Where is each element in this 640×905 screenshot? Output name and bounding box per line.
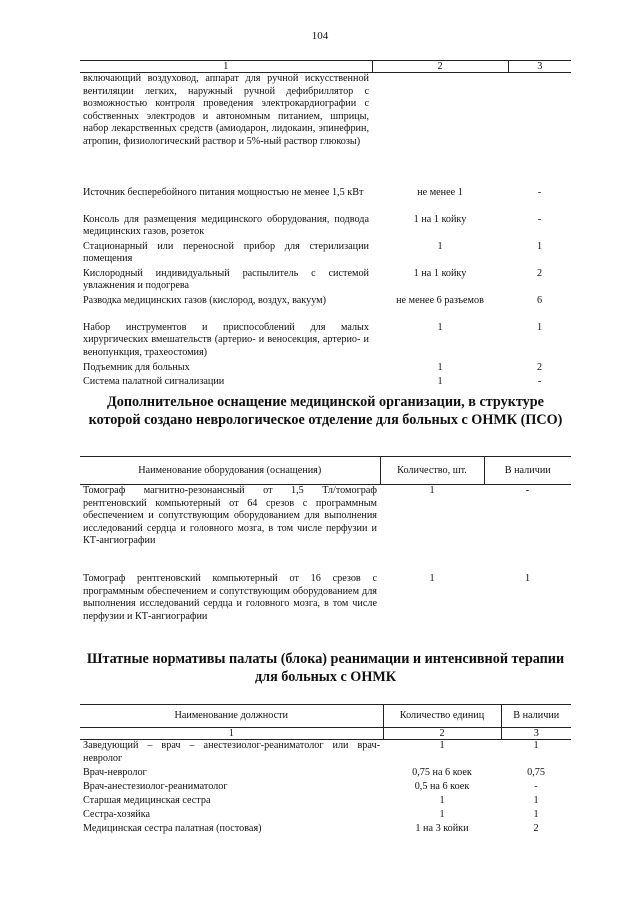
position-name: Сестра-хозяйка <box>83 808 151 820</box>
position-avail: 2 <box>533 822 539 834</box>
equipment-name: Разводка медицинских газов (кислород, воздух, вакуум) <box>83 294 327 306</box>
equipment-avail: 6 <box>536 294 543 306</box>
table-header-row <box>80 457 571 485</box>
equipment-avail: - <box>525 485 530 496</box>
equipment-qty: не менее 1 <box>417 186 463 198</box>
equipment-qty <box>372 73 508 187</box>
header-cell: 2 <box>372 61 508 73</box>
equipment-avail <box>508 73 571 187</box>
header-cell: В наличии <box>484 457 571 485</box>
column-number: 3 <box>501 728 571 740</box>
table-row <box>80 214 571 241</box>
page-number: 104 <box>311 30 329 42</box>
table-row <box>80 485 571 574</box>
equipment-avail: 1 <box>536 240 543 252</box>
position-avail: - <box>534 780 538 792</box>
position-qty: 1 <box>439 794 445 806</box>
equipment-name: Кислородный индивидуальный распылитель с системой увлажнения и подогрева <box>83 267 369 292</box>
column-number: 2 <box>383 728 501 740</box>
equipment-qty: 1 <box>437 375 443 387</box>
equipment-name: Подъемник для больных <box>83 361 190 373</box>
equipment-table-continued <box>80 60 571 390</box>
header-cell: В наличии <box>501 705 571 728</box>
equipment-qty: 1 <box>429 573 435 584</box>
additional-equipment-table <box>80 456 571 623</box>
table-header-row <box>80 61 571 73</box>
position-qty: 0,75 на 6 коек <box>412 766 472 778</box>
table-row <box>80 295 571 322</box>
header-cell: Количество, шт. <box>380 457 484 485</box>
table-row <box>80 573 571 623</box>
position-avail: 1 <box>533 808 539 820</box>
position-name: Врач-анестезиолог-реаниматолог <box>83 780 228 792</box>
header-cell: 1 <box>80 61 372 73</box>
table-row <box>80 767 571 781</box>
header-cell: 3 <box>508 61 571 73</box>
table-row <box>80 187 571 214</box>
column-number: 1 <box>80 728 383 740</box>
position-qty: 1 <box>439 740 445 751</box>
header-cell: Наименование должности <box>80 705 383 728</box>
position-avail: 1 <box>533 740 539 751</box>
equipment-qty: 1 на 1 койку <box>413 267 467 279</box>
position-qty: 0,5 на 6 коек <box>414 780 470 792</box>
equipment-name: Консоль для размещения медицинского оборудования, подвода медицинских газов, розеток <box>83 213 369 238</box>
equipment-avail: 1 <box>524 573 531 584</box>
table-row <box>80 823 571 837</box>
equipment-avail: 2 <box>536 267 543 279</box>
position-qty: 1 <box>439 808 445 820</box>
position-name: Врач-невролог <box>83 766 147 778</box>
position-avail: 1 <box>533 794 539 806</box>
section-heading-equipment: Дополнительное оснащение медицинской организации, в структуре которой создано неврологическое отделение для больных с ОНМК (ПСО) <box>88 394 563 428</box>
equipment-name: Источник бесперебойного питания мощностью не менее 1,5 кВт <box>83 186 364 198</box>
table-header-row <box>80 705 571 728</box>
header-cell: Количество единиц <box>383 705 501 728</box>
equipment-name: Система палатной сигнализации <box>83 375 225 387</box>
equipment-avail: - <box>537 186 542 198</box>
table-row <box>80 781 571 795</box>
position-name: Заведующий – врач – анестезиолог-реаниматолог или врач-невролог <box>83 740 380 764</box>
table-row <box>80 362 571 376</box>
header-cell: Наименование оборудования (оснащения) <box>80 457 380 485</box>
column-number-row <box>80 728 571 740</box>
equipment-name: включающий воздуховод, аппарат для ручной искусственной вентиляции легких, наружный ручной дефибриллятор с возможностью контроля проведения электрокардиографии с собственных электродов и автономным питанием, шприцы, набор лекарственных средств (амиодарон, лидокаин, эпинефрин, атропин, физиологический раствор и 5%-ный раствор глюкозы) <box>83 73 369 147</box>
table-row <box>80 740 571 767</box>
equipment-name: Стационарный или переносной прибор для стерилизации помещения <box>83 240 369 265</box>
equipment-avail: 1 <box>536 321 543 333</box>
equipment-qty: 1 <box>437 240 443 252</box>
table-row <box>80 241 571 268</box>
equipment-qty: 1 <box>429 485 435 496</box>
equipment-qty: 1 <box>437 361 443 373</box>
equipment-qty: не менее 6 разъемов <box>396 294 484 306</box>
table-row <box>80 376 571 390</box>
equipment-avail: - <box>537 213 542 225</box>
table-row <box>80 322 571 362</box>
position-qty: 1 на 3 койки <box>415 822 469 834</box>
equipment-name: Томограф магнитно-резонансный от 1,5 Тл/томограф рентгеновский компьютерный от 64 срезов с программным обеспечением и сопутствующим оборудованием для выполнения исследований сердца и головного мозга, в том числе перфузии и КТ-ангиографии <box>83 485 377 547</box>
table-row <box>80 809 571 823</box>
position-name: Старшая медицинская сестра <box>83 794 211 806</box>
equipment-qty: 1 <box>437 321 443 333</box>
position-avail: 0,75 <box>527 766 545 778</box>
position-name: Медицинская сестра палатная (постовая) <box>83 822 262 834</box>
equipment-avail: - <box>537 375 542 387</box>
table-row <box>80 73 571 187</box>
table-row <box>80 268 571 295</box>
equipment-name: Набор инструментов и приспособлений для малых хирургических вмешательств (артерио- и веносекция, артерио- и венопункция, трахеостомия) <box>83 321 369 358</box>
staff-norms-table <box>80 704 571 837</box>
equipment-qty: 1 на 1 койку <box>413 213 467 225</box>
section-heading-staff: Штатные нормативы палаты (блока) реанимации и интенсивной терапии для больных с ОНМК <box>86 651 565 685</box>
equipment-avail: 2 <box>536 361 543 373</box>
table-row <box>80 795 571 809</box>
equipment-name: Томограф рентгеновский компьютерный от 16 срезов с программным обеспечением и сопутствующим оборудованием для выполнения исследований сердца и головного мозга, в том числе перфузии и КТ-ангиографии <box>83 573 377 622</box>
